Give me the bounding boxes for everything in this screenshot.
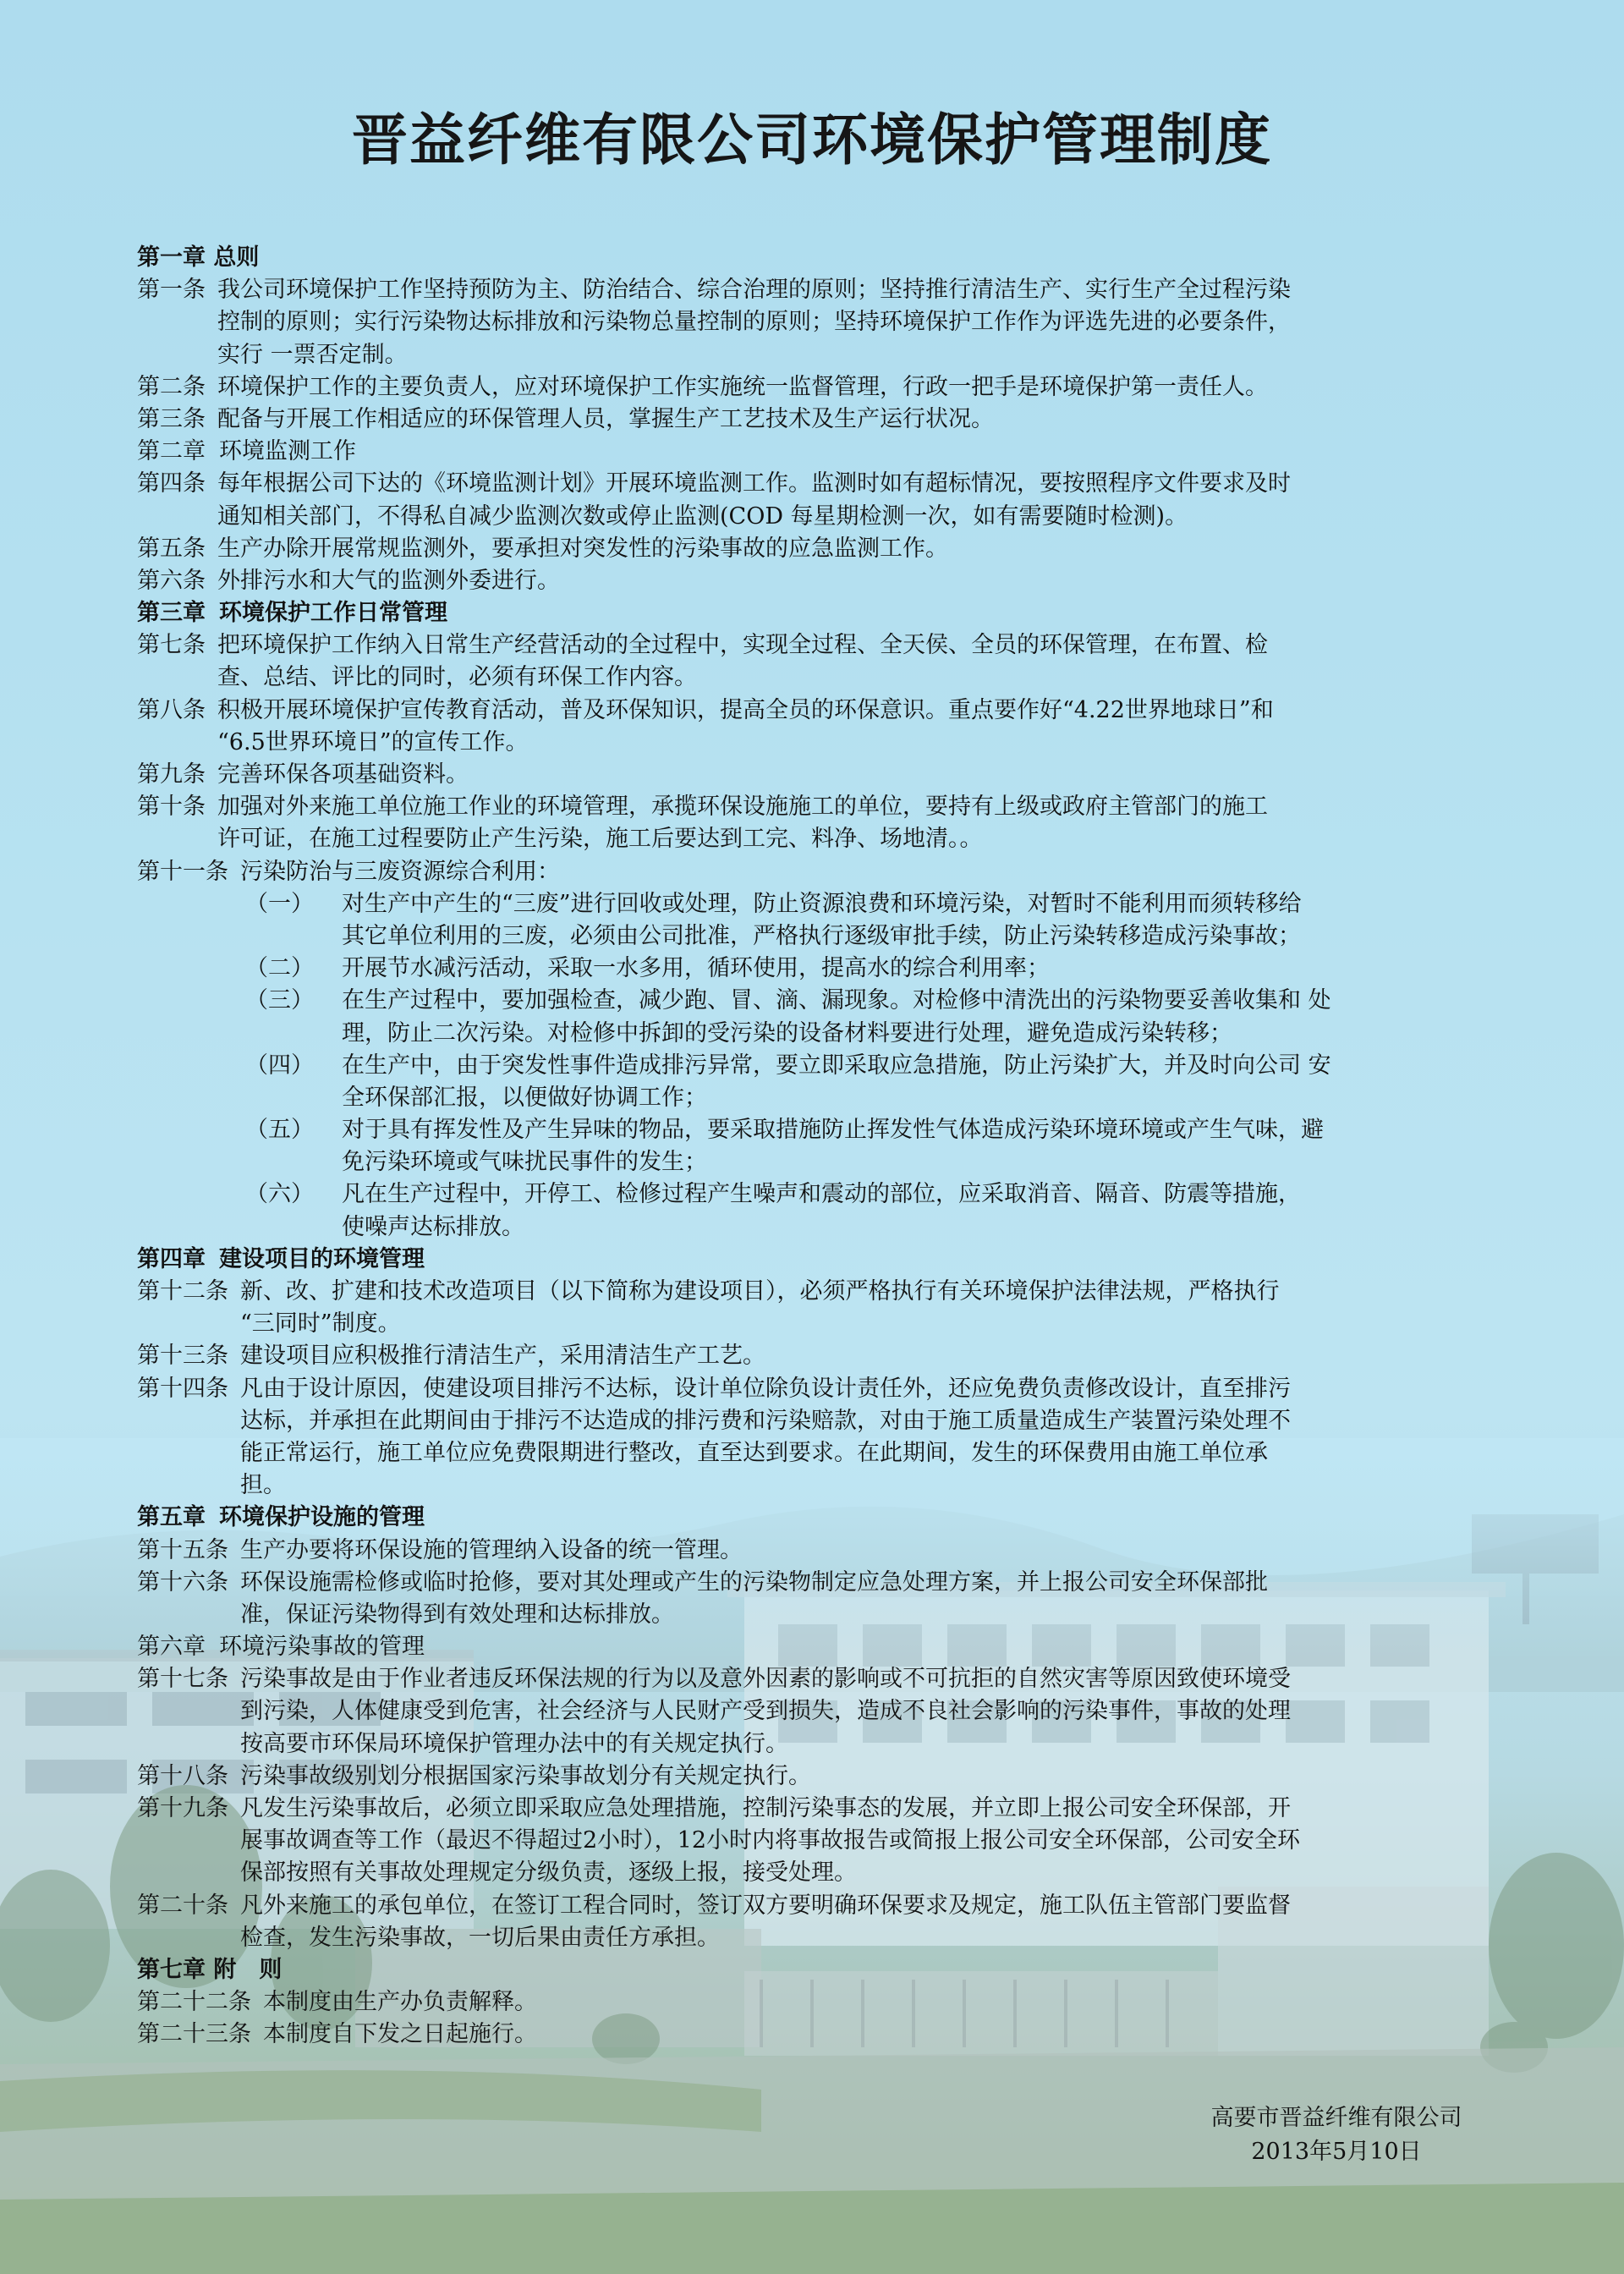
line-text: 凡发生污染事故后，必须立即采取应急处理措施，控制污染事态的发展，并立即上报公司安全环保部，开 — [240, 1795, 1291, 1821]
list-item-line — [137, 953, 1507, 985]
article-label: 第七章 附 则 — [137, 1956, 283, 1983]
article-line — [137, 791, 1507, 823]
article-label: 第十五条 — [137, 1536, 228, 1563]
article-line — [137, 1437, 1507, 1469]
list-item-line — [137, 1050, 1507, 1082]
line-text: 我公司环境保护工作坚持预防为主、防治结合、综合治理的原则；坚持推行清洁生产、实行生产全过程污染 — [217, 277, 1291, 304]
document-title: 晋益纤维有限公司环境保护管理制度 — [352, 107, 1272, 173]
article-line — [137, 274, 1507, 306]
signature-date: 2013年5月10日 — [1251, 2139, 1422, 2165]
article-label: 第五条 — [137, 535, 206, 562]
article-label: 第三条 — [137, 405, 206, 432]
article-label: 第六条 — [137, 567, 206, 594]
line-text: 许可证，在施工过程要防止产生污染，施工后要达到工完、料净、场地清。。 — [217, 826, 983, 853]
article-line — [137, 1405, 1507, 1437]
chapter-heading — [137, 597, 1507, 629]
chapter-heading — [137, 436, 1507, 468]
article-label: 第二章 — [137, 438, 206, 465]
article-line — [137, 306, 1507, 338]
line-text: 检查，发生污染事故，一切后果由责任方承担。 — [240, 1924, 720, 1951]
line-text: 到污染，人体健康受到危害，社会经济与人民财产受到损失，造成不良社会影响的污染事件，事故的处理 — [240, 1698, 1291, 1725]
article-label: 第十七条 — [137, 1666, 228, 1693]
article-label: 第七条 — [137, 632, 206, 659]
line-text: 能正常运行，施工单位应免费限期进行整改，直至达到要求。在此期间，发生的环保费用由施工单位承 — [240, 1439, 1268, 1466]
line-text: 在生产中，由于突发性事件造成排污异常，要立即采取应急措施，防止污染扩大，并及时向公司 安 — [342, 1052, 1331, 1079]
article-line — [137, 1986, 1507, 2019]
chapter-heading — [137, 1502, 1507, 1534]
line-text: 环境保护工作的主要负责人，应对环境保护工作实施统一监督管理，行政一把手是环境保护第一责任人。 — [217, 373, 1268, 400]
line-text: 担。 — [240, 1472, 286, 1499]
article-line — [137, 856, 1507, 888]
article-line — [137, 501, 1507, 533]
line-text: 对于具有挥发性及产生异味的物品，要采取措施防止挥发性气体造成污染环境环境或产生气味，避 — [342, 1117, 1324, 1144]
item-number: （三） — [245, 987, 314, 1014]
article-line — [137, 468, 1507, 500]
article-line — [137, 1728, 1507, 1760]
article-line — [137, 727, 1507, 759]
line-text: 展事故调查等工作（最迟不得超过2小时），12小时内将事故报告或简报上报公司安全环保部，公司安全环 — [240, 1827, 1301, 1854]
line-text: 环保设施需检修或临时抢修，要对其处理或产生的污染物制定应急处理方案，并上报公司安全环保部批 — [240, 1568, 1268, 1596]
line-text: 通知相关部门，不得私自减少监测次数或停止监测(COD 每星期检测一次，如有需要随时检测)。 — [217, 503, 1188, 530]
line-text: 控制的原则；实行污染物达标排放和污染物总量控制的原则；坚持环境保护工作作为评选先进的必要条件， — [217, 309, 1291, 336]
list-item-line — [137, 1114, 1507, 1146]
line-text: 免污染环境或气味扰民事件的发生； — [342, 1149, 707, 1176]
signature-company: 高要市晋益纤维有限公司 — [1210, 2105, 1462, 2131]
article-label: 第二十条 — [137, 1892, 228, 1919]
article-line — [137, 1890, 1507, 1922]
line-text: 每年根据公司下达的《环境监测计划》开展环境监测工作。监测时如有超标情况，要按照程序文件要求及时 — [217, 470, 1291, 497]
line-text: 本制度由生产办负责解释。 — [263, 1989, 537, 2016]
line-text: 准，保证污染物得到有效处理和达标排放。 — [240, 1601, 674, 1628]
article-line — [137, 759, 1507, 791]
line-text: 查、总结、评比的同时，必须有环保工作内容。 — [217, 664, 697, 691]
article-label: 第一章 总则 — [137, 244, 260, 271]
article-label: 第九条 — [137, 761, 206, 788]
line-text: 环境监测工作 — [219, 438, 356, 465]
article-line — [137, 1308, 1507, 1340]
article-line — [137, 1276, 1507, 1308]
article-label: 第四条 — [137, 470, 206, 497]
line-text: 凡外来施工的承包单位，在签订工程合同时，签订双方要明确环保要求及规定，施工队伍主管部门要监督 — [240, 1892, 1291, 1919]
item-number: （六） — [245, 1181, 314, 1208]
article-label: 第十八条 — [137, 1762, 228, 1789]
chapter-heading — [137, 1954, 1507, 1986]
line-text: 环境保护工作日常管理 — [219, 600, 447, 627]
article-line — [137, 1857, 1507, 1889]
line-text: 污染事故级别划分根据国家污染事故划分有关规定执行。 — [240, 1762, 811, 1789]
item-number: （一） — [245, 890, 314, 917]
article-line — [137, 565, 1507, 597]
article-label: 第三章 — [137, 600, 206, 627]
article-line — [137, 371, 1507, 404]
line-text: 本制度自下发之日起施行。 — [263, 2021, 537, 2048]
line-text: 环境保护设施的管理 — [219, 1504, 425, 1531]
article-line — [137, 629, 1507, 662]
article-label: 第二十二条 — [137, 1989, 251, 2016]
chapter-heading — [137, 1244, 1507, 1276]
line-text: 达标，并承担在此期间由于排污不达造成的排污费和污染赔款，对由于施工质量造成生产装置污染处理不 — [240, 1407, 1291, 1434]
chapter-heading — [137, 1631, 1507, 1663]
article-label: 第十六条 — [137, 1568, 228, 1596]
line-text: 生产办除开展常规监测外，要承担对突发性的污染事故的应急监测工作。 — [217, 535, 948, 562]
chapter-heading — [137, 242, 1507, 274]
article-label: 第十条 — [137, 794, 206, 821]
line-text: “三同时”制度。 — [240, 1310, 401, 1337]
article-label: 第十三条 — [137, 1343, 228, 1370]
article-line — [137, 695, 1507, 727]
article-label: 第八条 — [137, 696, 206, 723]
article-line — [137, 404, 1507, 436]
line-text: 完善环保各项基础资料。 — [217, 761, 469, 788]
article-label: 第二十三条 — [137, 2021, 251, 2048]
item-number: （五） — [245, 1117, 314, 1144]
article-line — [137, 1695, 1507, 1727]
line-text: 配备与开展工作相适应的环保管理人员，掌握生产工艺技术及生产运行状况。 — [217, 405, 994, 432]
article-label: 第四章 — [137, 1245, 206, 1272]
list-item-line — [137, 1178, 1507, 1211]
line-text: 凡由于设计原因，使建设项目排污不达标，设计单位除负设计责任外，还应免费负责修改设计，直至排污 — [240, 1375, 1291, 1402]
line-text: 污染事故是由于作业者违反环保法规的行为以及意外因素的影响或不可抗拒的自然灾害等原因致使环境受 — [240, 1666, 1291, 1693]
article-line — [137, 1567, 1507, 1599]
article-line — [137, 533, 1507, 565]
line-text: 加强对外来施工单位施工作业的环境管理，承揽环保设施施工的单位，要持有上级或政府主管部门的施工 — [217, 794, 1268, 821]
line-text: 污染防治与三废资源综合利用： — [240, 858, 560, 885]
document-body — [137, 242, 1507, 2052]
article-line — [137, 1922, 1507, 1954]
line-text: 保部按照有关事故处理规定分级负责，逐级上报，接受处理。 — [240, 1859, 857, 1887]
article-line — [137, 2019, 1507, 2051]
article-line — [137, 1760, 1507, 1793]
line-text: 全环保部汇报，以便做好协调工作； — [342, 1084, 707, 1111]
list-item-line — [137, 888, 1507, 920]
article-label: 第十二条 — [137, 1278, 228, 1305]
article-line — [137, 823, 1507, 855]
item-number: （二） — [245, 955, 314, 982]
item-number: （四） — [245, 1052, 314, 1079]
list-item-line — [137, 1211, 1507, 1244]
line-text: 开展节水减污活动，采取一水多用，循环使用，提高水的综合利用率； — [342, 955, 1050, 982]
line-text: 按高要市环保局环境保护管理办法中的有关规定执行。 — [240, 1730, 788, 1757]
article-line — [137, 339, 1507, 371]
article-label: 第一条 — [137, 277, 206, 304]
article-label: 第五章 — [137, 1504, 206, 1531]
list-item-line — [137, 1082, 1507, 1114]
list-item-line — [137, 985, 1507, 1017]
article-label: 第十九条 — [137, 1795, 228, 1821]
line-text: 把环境保护工作纳入日常生产经营活动的全过程中，实现全过程、全天侯、全员的环保管理，在布置、检 — [217, 632, 1268, 659]
article-line — [137, 1535, 1507, 1567]
line-text: 凡在生产过程中，开停工、检修过程产生噪声和震动的部位，应采取消音、隔音、防震等措施， — [342, 1181, 1301, 1208]
article-label: 第六章 — [137, 1634, 206, 1661]
line-text: 对生产中产生的“三废”进行回收或处理，防止资源浪费和环境污染，对暂时不能利用而须转移给 — [342, 890, 1302, 917]
line-text: 外排污水和大气的监测外委进行。 — [217, 567, 560, 594]
list-item-line — [137, 1018, 1507, 1050]
article-line — [137, 1599, 1507, 1631]
article-label: 第二条 — [137, 373, 206, 400]
line-text: 其它单位利用的三废，必须由公司批准，严格执行逐级审批手续，防止污染转移造成污染事故； — [342, 922, 1301, 949]
line-text: “6.5世界环境日”的宣传工作。 — [217, 728, 529, 755]
article-line — [137, 1373, 1507, 1405]
line-text: 环境污染事故的管理 — [219, 1634, 425, 1661]
article-line — [137, 662, 1507, 694]
line-text: 新、改、扩建和技术改造项目（以下简称为建设项目），必须严格执行有关环境保护法律法规，严格执行 — [240, 1278, 1280, 1305]
line-text: 建设项目的环境管理 — [219, 1245, 425, 1272]
line-text: 实行 一票否定制。 — [217, 341, 408, 368]
article-line — [137, 1825, 1507, 1857]
line-text: 使噪声达标排放。 — [342, 1213, 524, 1240]
list-item-line — [137, 1146, 1507, 1178]
article-line — [137, 1340, 1507, 1372]
article-label: 第十四条 — [137, 1375, 228, 1402]
line-text: 积极开展环境保护宣传教育活动，普及环保知识，提高全员的环保意识。重点要作好“4.22世界地球日”和 — [217, 696, 1274, 723]
line-text: 在生产过程中，要加强检查，减少跑、冒、滴、漏现象。对检修中清洗出的污染物要妥善收集和 处 — [342, 987, 1331, 1014]
article-label: 第十一条 — [137, 858, 228, 885]
article-line — [137, 1793, 1507, 1825]
line-text: 建设项目应积极推行清洁生产，采用清洁生产工艺。 — [240, 1343, 765, 1370]
article-line — [137, 1469, 1507, 1502]
line-text: 生产办要将环保设施的管理纳入设备的统一管理。 — [240, 1536, 743, 1563]
list-item-line — [137, 920, 1507, 953]
line-text: 理，防止二次污染。对检修中拆卸的受污染的设备材料要进行处理，避免造成污染转移； — [342, 1019, 1232, 1046]
article-line — [137, 1663, 1507, 1695]
